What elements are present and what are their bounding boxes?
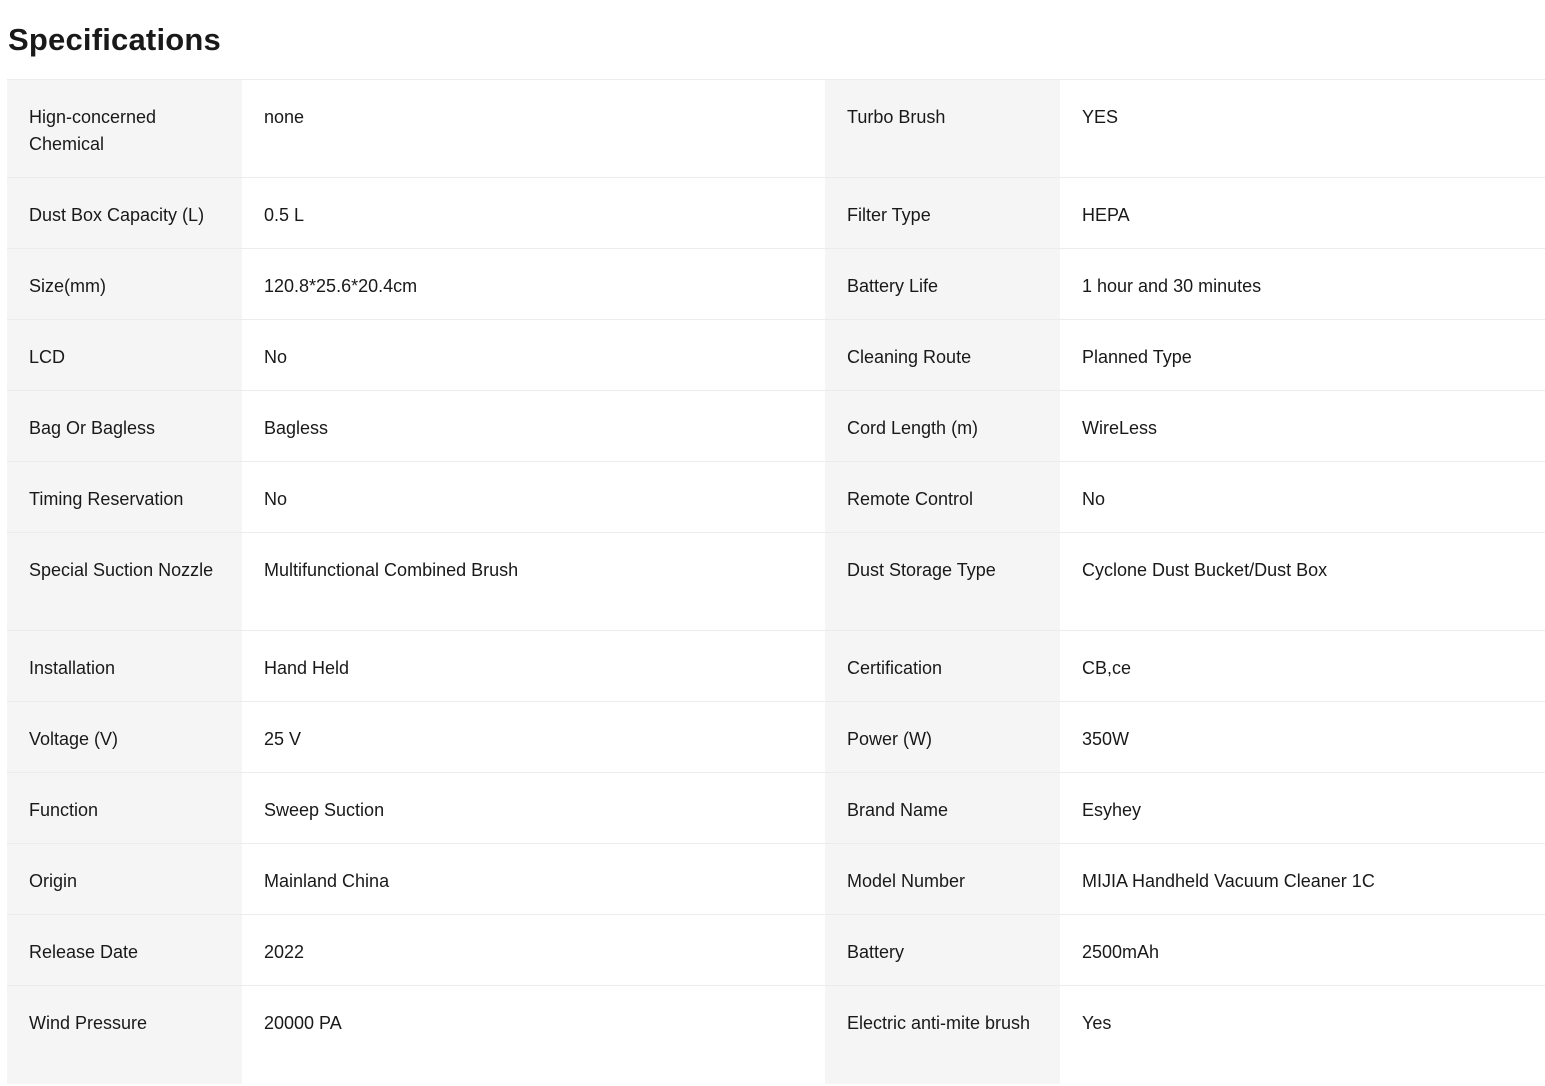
spec-row: [7, 249, 1545, 320]
spec-value: No: [242, 462, 825, 532]
spec-value: No: [242, 320, 825, 390]
spec-row: [7, 178, 1545, 249]
spec-row: [7, 631, 1545, 702]
spec-value: Esyhey: [1060, 773, 1545, 843]
spec-value: Hand Held: [242, 631, 825, 701]
spec-key: Dust Storage Type: [825, 533, 1060, 630]
spec-key: Model Number: [825, 844, 1060, 914]
spec-key: Wind Pressure: [7, 986, 242, 1084]
spec-key: Turbo Brush: [825, 80, 1060, 177]
spec-key: Filter Type: [825, 178, 1060, 248]
spec-key: Certification: [825, 631, 1060, 701]
spec-value: Multifunctional Combined Brush: [242, 533, 825, 630]
spec-key: Hign-concerned Chemical: [7, 80, 242, 177]
spec-value: CB,ce: [1060, 631, 1545, 701]
spec-value: No: [1060, 462, 1545, 532]
spec-value: 2500mAh: [1060, 915, 1545, 985]
spec-key: Dust Box Capacity (L): [7, 178, 242, 248]
specifications-table: [7, 79, 1545, 1084]
spec-key: Remote Control: [825, 462, 1060, 532]
spec-key: Cord Length (m): [825, 391, 1060, 461]
spec-value: MIJIA Handheld Vacuum Cleaner 1C: [1060, 844, 1545, 914]
spec-row: [7, 391, 1545, 462]
spec-key: Origin: [7, 844, 242, 914]
spec-key: Size(mm): [7, 249, 242, 319]
spec-value: HEPA: [1060, 178, 1545, 248]
spec-value: 120.8*25.6*20.4cm: [242, 249, 825, 319]
spec-value: Mainland China: [242, 844, 825, 914]
spec-key: Release Date: [7, 915, 242, 985]
spec-value: 0.5 L: [242, 178, 825, 248]
spec-key: Voltage (V): [7, 702, 242, 772]
spec-key: Battery: [825, 915, 1060, 985]
spec-key: Installation: [7, 631, 242, 701]
spec-key: Brand Name: [825, 773, 1060, 843]
spec-key: Bag Or Bagless: [7, 391, 242, 461]
spec-value: Yes: [1060, 986, 1545, 1084]
spec-row: [7, 462, 1545, 533]
spec-key: Battery Life: [825, 249, 1060, 319]
spec-row: [7, 80, 1545, 178]
spec-value: WireLess: [1060, 391, 1545, 461]
spec-value: none: [242, 80, 825, 177]
spec-key: Function: [7, 773, 242, 843]
spec-value: Sweep Suction: [242, 773, 825, 843]
spec-key: Special Suction Nozzle: [7, 533, 242, 630]
spec-value: 2022: [242, 915, 825, 985]
spec-row: [7, 702, 1545, 773]
spec-key: Cleaning Route: [825, 320, 1060, 390]
spec-value: Cyclone Dust Bucket/Dust Box: [1060, 533, 1545, 630]
spec-value: YES: [1060, 80, 1545, 177]
spec-value: Bagless: [242, 391, 825, 461]
spec-value: 350W: [1060, 702, 1545, 772]
spec-key: LCD: [7, 320, 242, 390]
spec-row: [7, 533, 1545, 631]
spec-value: 25 V: [242, 702, 825, 772]
spec-value: 1 hour and 30 minutes: [1060, 249, 1545, 319]
spec-value: 20000 PA: [242, 986, 825, 1084]
spec-key: Electric anti-mite brush: [825, 986, 1060, 1084]
spec-key: Power (W): [825, 702, 1060, 772]
spec-row: [7, 773, 1545, 844]
spec-value: Planned Type: [1060, 320, 1545, 390]
spec-row: [7, 915, 1545, 986]
page-title: Specifications: [8, 22, 221, 57]
spec-row: [7, 844, 1545, 915]
spec-row: [7, 320, 1545, 391]
spec-row: [7, 986, 1545, 1084]
spec-key: Timing Reservation: [7, 462, 242, 532]
